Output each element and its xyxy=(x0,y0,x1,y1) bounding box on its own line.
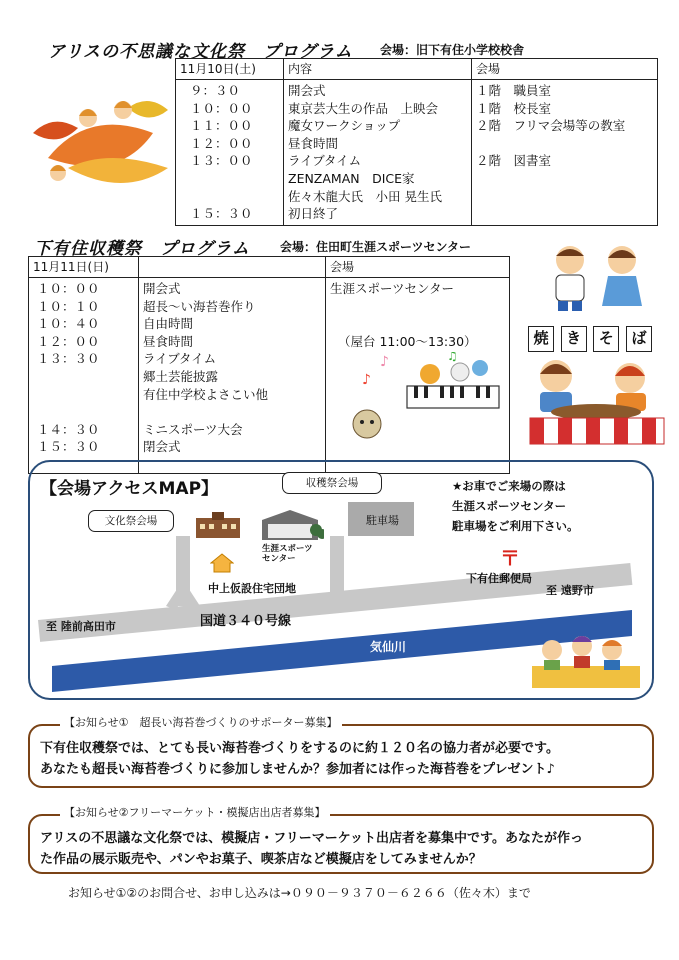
harvest-time: １２：００ xyxy=(37,333,100,349)
car-note xyxy=(452,476,579,536)
harvest-content: 閉会式 xyxy=(143,439,181,455)
to-tono-label: 至 遠野市 xyxy=(546,584,594,597)
harvest-venue xyxy=(330,298,505,316)
harvest-content: 昼食時間 xyxy=(143,333,194,349)
harvest-contents xyxy=(139,278,326,474)
parking-label: 駐車場 xyxy=(366,514,399,527)
culture-time: １５：３０ xyxy=(190,206,253,222)
culture-times xyxy=(176,80,284,226)
harvest-time: １０：４０ xyxy=(37,316,100,332)
culture-time xyxy=(190,188,279,206)
harvest-venue: （屋台 11:00〜13:30） xyxy=(338,333,477,349)
culture-festival-venue: 会場：旧下有住小学校校舎 xyxy=(380,43,525,57)
culture-content: 開会式 xyxy=(288,83,326,98)
culture-program-table xyxy=(175,58,658,226)
culture-venue: ２階 フリマ会場等の教室 xyxy=(476,118,626,134)
side-road-right xyxy=(330,536,344,596)
culture-venue-bubble: 文化祭会場 xyxy=(88,510,174,532)
yakisoba-banner xyxy=(528,326,652,352)
culture-venue: １階 職員室 xyxy=(476,83,552,98)
harvest-header-content xyxy=(139,257,326,278)
culture-venue xyxy=(476,170,653,188)
car-note-line: 生涯スポーツセンター xyxy=(452,499,567,513)
harvest-venue: 生涯スポーツセンター xyxy=(330,281,455,296)
notice-2-box xyxy=(28,814,654,874)
yakisoba-stall-illustration xyxy=(526,356,666,446)
harvest-content: 開会式 xyxy=(143,281,181,296)
culture-content: ライブタイム xyxy=(288,153,362,169)
culture-venue xyxy=(476,135,653,153)
culture-time: １０：００ xyxy=(190,100,253,116)
culture-time: ９：３０ xyxy=(190,83,241,98)
harvest-times xyxy=(29,278,139,474)
farmers-illustration xyxy=(530,626,642,690)
svg-text:♪: ♪ xyxy=(380,354,389,370)
yakisoba-char: そ xyxy=(593,326,619,352)
culture-header-venue: 会場 xyxy=(472,59,658,80)
yakisoba-char: ば xyxy=(626,326,652,352)
culture-header-date: 11月10日(土) xyxy=(176,59,284,80)
notice-1-tag: 【お知らせ① 超長い海苔巻づくりのサポーター募集】 xyxy=(60,714,342,730)
harvest-venue xyxy=(330,315,505,333)
notice-1-box xyxy=(28,724,654,788)
harvest-festival-title: 下有住収穫祭 プログラム xyxy=(34,239,250,259)
map-title: 【会場アクセスMAP】 xyxy=(40,479,219,499)
notice-1-line: あなたも超長い海苔巻づくりに参加しませんか？参加者には作った海苔巻をプレゼント♪ xyxy=(40,762,555,777)
car-note-line: ★お車でご来場の際は xyxy=(452,479,566,493)
car-note-line: 駐車場をご利用下さい。 xyxy=(452,519,579,533)
notice-2-tag: 【お知らせ②フリーマーケット・模擬店出店者募集】 xyxy=(60,804,330,820)
culture-content: 初日終了 xyxy=(288,206,339,222)
harvest-time: １０：１０ xyxy=(37,298,100,314)
culture-content: ZENZAMAN DICE家 xyxy=(288,170,415,186)
culture-time: １３：００ xyxy=(190,153,253,169)
harvest-content: 有住中学校よさこい他 xyxy=(143,386,269,402)
culture-venue xyxy=(476,188,653,206)
harvest-content: 郷土芸能披露 xyxy=(143,368,219,384)
notice-1-line: 下有住収穫祭では、とても長い海苔巻づくりをするのに約１２０名の協力者が必要です。 xyxy=(40,741,559,756)
harvest-content: ミニスポーツ大会 xyxy=(143,421,243,437)
kids-illustration xyxy=(538,242,656,312)
svg-text:♪: ♪ xyxy=(362,372,371,388)
harvest-time: １０：００ xyxy=(37,281,100,296)
culture-venue xyxy=(476,205,653,223)
harvest-festival-venue: 会場：住田町生涯スポーツセンター xyxy=(280,240,472,254)
culture-venue: ２階 図書室 xyxy=(476,153,552,169)
harvest-venue-bubble: 収穫祭会場 xyxy=(282,472,382,494)
culture-venues xyxy=(472,80,658,226)
culture-time: １１：００ xyxy=(190,118,253,134)
culture-content: 佐々木龍大氏 小田 晃生氏 xyxy=(288,188,442,204)
school-building-icon xyxy=(196,512,240,538)
culture-festival-title: アリスの不思議な文化祭 プログラム xyxy=(48,42,353,62)
culture-content: 東京芸大生の作品 上映会 xyxy=(288,100,439,116)
harvest-content: 自由時間 xyxy=(143,316,194,332)
culture-contents xyxy=(284,80,472,226)
culture-time: １２：００ xyxy=(190,135,253,151)
harvest-content xyxy=(143,403,321,421)
harvest-header-venue: 会場 xyxy=(326,257,510,278)
route-label: 国道３４０号線 xyxy=(200,614,292,629)
notice-2-line: た作品の展示販売や、パンやお菓子、喫茶店など模擬店をしてみませんか？ xyxy=(40,852,482,867)
harvest-time xyxy=(37,368,134,386)
harvest-time: １３：３０ xyxy=(37,351,100,367)
harvest-time: １４：３０ xyxy=(37,421,100,437)
notice-2-line: アリスの不思議な文化祭では、模擬店・フリーマーケット出店者を募集中です。あなたが作っ xyxy=(40,831,584,846)
culture-time xyxy=(190,170,279,188)
housing-icon xyxy=(210,553,234,573)
to-rikuzen-label: 至 陸前高田市 xyxy=(46,620,116,633)
harvest-time xyxy=(37,403,134,421)
culture-venue: １階 校長室 xyxy=(476,100,552,116)
harvest-time xyxy=(37,386,134,404)
harvest-header-date: 11月11日(日) xyxy=(29,257,139,278)
sports-center-label: 生涯スポーツ センター xyxy=(262,544,313,564)
housing-label: 中上仮設住宅団地 xyxy=(208,582,296,595)
music-piano-illustration xyxy=(352,352,502,444)
culture-content: 魔女ワークショップ xyxy=(288,118,401,134)
post-office-icon: 〒 xyxy=(500,546,520,570)
svg-text:♫: ♫ xyxy=(447,352,458,363)
harvest-content: 超長〜い海苔巻作り xyxy=(143,298,256,314)
culture-content: 昼食時間 xyxy=(288,135,339,151)
river-label: 気仙川 xyxy=(370,640,407,654)
harvest-content: ライブタイム xyxy=(143,351,217,367)
harvest-time: １５：３０ xyxy=(37,439,100,455)
autumn-leaves-illustration xyxy=(28,88,176,196)
post-office-label: 下有住郵便局 xyxy=(466,572,532,585)
sports-center-icon xyxy=(260,508,324,540)
yakisoba-char: き xyxy=(561,326,587,352)
yakisoba-char: 焼 xyxy=(528,326,554,352)
contact-footer: お知らせ①②のお問合せ、お申し込みは→０９０－９３７０－６２６６（佐々木）まで xyxy=(68,886,531,900)
culture-header-content: 内容 xyxy=(284,59,472,80)
